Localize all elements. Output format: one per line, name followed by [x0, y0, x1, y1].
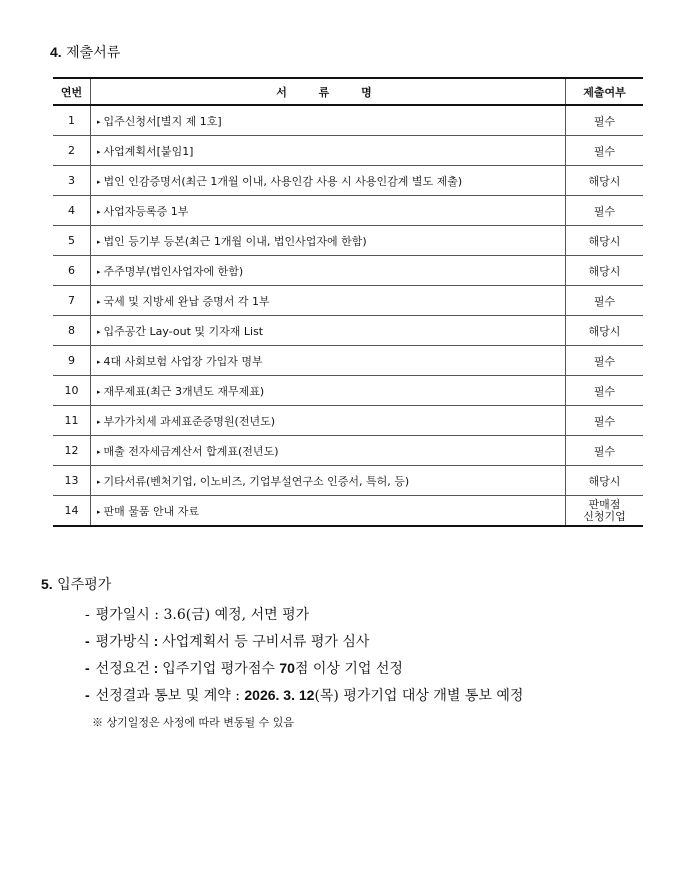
row-no: 1 [53, 105, 91, 136]
item-text: (목) 평가기업 대상 개별 통보 예정 [314, 688, 524, 704]
table-row [53, 376, 643, 406]
bullet-icon: ▸ [97, 387, 101, 396]
table-row [53, 466, 643, 496]
row-no: 6 [53, 256, 91, 286]
row-no: 11 [53, 406, 91, 436]
score-value: 70 [279, 660, 295, 676]
row-status [566, 496, 644, 527]
table-row [53, 406, 643, 436]
row-no: 13 [53, 466, 91, 496]
document-name: 주주명부(법인사업자에 한함) [103, 264, 244, 278]
document-name: 사업자등록증 1부 [103, 204, 189, 218]
item-label: 평가일시 [95, 607, 150, 623]
table-row [53, 196, 643, 226]
item-label: 평가방식 [95, 634, 150, 650]
bullet-icon: ▸ [97, 417, 101, 426]
row-no: 7 [53, 286, 91, 316]
section-number: 4. [50, 44, 62, 60]
dash-marker: - [85, 687, 90, 703]
row-no: 14 [53, 496, 91, 527]
item-text: 3.6(금) 예정, 서면 평가 [163, 607, 310, 623]
item-label: 선정결과 통보 및 계약 [95, 688, 231, 704]
bullet-icon: ▸ [97, 147, 101, 156]
table-row [53, 136, 643, 166]
table-row [53, 496, 643, 527]
row-status: 필수 [566, 136, 644, 166]
bullet-icon: ▸ [97, 297, 101, 306]
evaluation-item [85, 604, 309, 624]
table-row [53, 256, 643, 286]
dash-marker: - [85, 633, 90, 649]
document-name: 판매 물품 안내 자료 [103, 504, 200, 518]
row-status: 해당시 [566, 226, 644, 256]
bullet-icon: ▸ [97, 357, 101, 366]
header-status: 제출여부 [566, 78, 644, 105]
document-name: 재무제표(최근 3개년도 재무제표) [103, 384, 265, 398]
table-row [53, 346, 643, 376]
section-title: 제출서류 [66, 45, 121, 61]
row-no: 4 [53, 196, 91, 226]
status-line: 판매점 [588, 497, 621, 511]
section-4-heading [50, 42, 120, 62]
document-name: 법인 인감증명서(최근 1개월 이내, 사용인감 사용 시 사용인감계 별도 제출) [103, 174, 463, 188]
row-status: 필수 [566, 196, 644, 226]
bullet-icon: ▸ [97, 477, 101, 486]
bullet-icon: ▸ [97, 237, 101, 246]
result-date: 2026. 3. 12 [244, 687, 315, 703]
table-row [53, 166, 643, 196]
evaluation-item [85, 658, 403, 678]
row-no: 8 [53, 316, 91, 346]
row-no: 5 [53, 226, 91, 256]
document-name: 매출 전자세금계산서 합계표(전년도) [103, 444, 279, 458]
section-title: 입주평가 [57, 577, 112, 593]
table-row [53, 286, 643, 316]
document-name: 기타서류(벤처기업, 이노비즈, 기업부설연구소 인증서, 특허, 등) [103, 474, 410, 488]
item-label: 선정요건 [95, 661, 150, 677]
row-status: 필수 [566, 406, 644, 436]
item-separator: : [149, 607, 164, 623]
row-no: 3 [53, 166, 91, 196]
document-name: 입주신청서[별지 제 1호] [103, 114, 222, 128]
item-separator: : [149, 633, 163, 649]
table-header-row [53, 78, 643, 105]
schedule-note: ※ 상기일정은 사정에 따라 변동될 수 있음 [92, 716, 294, 729]
section-5-heading [41, 574, 111, 594]
bullet-icon: ▸ [97, 117, 101, 126]
document-name: 사업계획서[붙임1] [103, 144, 194, 158]
item-text: 입주기업 평가점수 [162, 661, 280, 677]
documents-table [53, 77, 643, 527]
table-row [53, 316, 643, 346]
row-status: 필수 [566, 286, 644, 316]
row-status: 필수 [566, 105, 644, 136]
header-no: 연번 [53, 78, 91, 105]
bullet-icon: ▸ [97, 177, 101, 186]
row-no: 9 [53, 346, 91, 376]
document-name: 4대 사회보험 사업장 가입자 명부 [103, 354, 263, 368]
table-row [53, 105, 643, 136]
row-no: 2 [53, 136, 91, 166]
row-status: 필수 [566, 376, 644, 406]
row-status: 필수 [566, 436, 644, 466]
bullet-icon: ▸ [97, 327, 101, 336]
section-number: 5. [41, 576, 53, 592]
dash-marker: - [85, 607, 90, 623]
document-name: 부가가치세 과세표준증명원(전년도) [103, 414, 275, 428]
dash-marker: - [85, 660, 90, 676]
bullet-icon: ▸ [97, 207, 101, 216]
evaluation-item [85, 631, 369, 651]
document-name: 법인 등기부 등본(최근 1개월 이내, 법인사업자에 한함) [103, 234, 367, 248]
row-no: 10 [53, 376, 91, 406]
item-text: 점 이상 기업 선정 [294, 661, 403, 677]
status-line: 신청기업 [583, 509, 626, 523]
bullet-icon: ▸ [97, 507, 101, 516]
document-name: 국세 및 지방세 완납 증명서 각 1부 [103, 294, 270, 308]
header-name: 서 류 명 [91, 78, 566, 105]
table-row [53, 436, 643, 466]
bullet-icon: ▸ [97, 447, 101, 456]
item-separator: : [230, 688, 245, 704]
row-status: 해당시 [566, 316, 644, 346]
item-separator: : [149, 660, 163, 676]
table-row [53, 226, 643, 256]
evaluation-item [85, 685, 523, 705]
item-text: 사업계획서 등 구비서류 평가 심사 [162, 634, 370, 650]
row-status: 해당시 [566, 466, 644, 496]
row-status: 필수 [566, 346, 644, 376]
document-name: 입주공간 Lay-out 및 기자재 List [103, 324, 264, 338]
row-status: 해당시 [566, 166, 644, 196]
row-status: 해당시 [566, 256, 644, 286]
bullet-icon: ▸ [97, 267, 101, 276]
row-no: 12 [53, 436, 91, 466]
